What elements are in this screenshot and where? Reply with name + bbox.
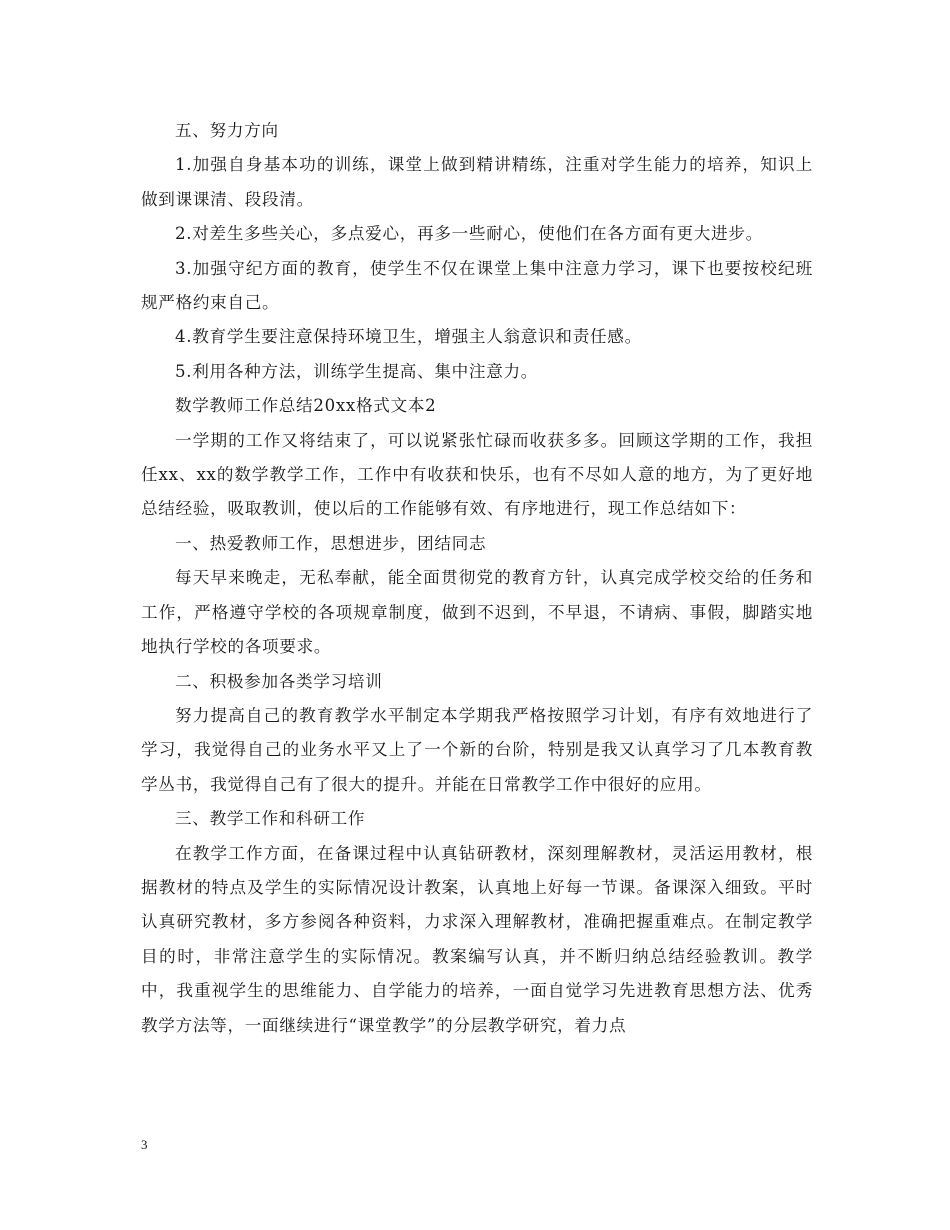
paragraph-section-1: 每天早来晚走，无私奉献，能全面贯彻党的教育方针，认真完成学校交给的任务和工作，严格遵守学校的各项规章制度，做到不迟到，不早退，不请病、事假，脚踏实地地执行学校的各项要求。 (141, 568, 813, 657)
section-heading-3: 三、教学工作和科研工作 (175, 809, 366, 829)
paragraph-section-3: 在教学工作方面，在备课过程中认真钻研教材，深刻理解教材，灵活运用教材，根据教材的特点及学生的实际情况设计教案，认真地上好每一节课。备课深入细致。平时认真研究教材，多方参阅各种资料，力求深入理解教材，准确把握重难点。在制定教学目的时，非常注意学生的实际情况。教案编写认真，并不断归纳总结经验教训。教学中，我重视学生的思维能力、自学能力的培养，一面自觉学习先进教育思想方法、优秀教学方法等，一面继续进行“课堂教学”的分层教学研究，着力点 (141, 843, 813, 1035)
section-heading-effort-direction: 五、努力方向 (175, 121, 279, 140)
paragraph-item-3: 3.加强守纪方面的教育，使学生不仅在课堂上集中注意力学习，课下也要按校纪班规严格约束自己。 (141, 258, 813, 313)
paragraph-intro: 一学期的工作又将结束了，可以说紧张忙碌而收获多多。回顾这学期的工作，我担任xx、xx的数学教学工作，工作中有收获和快乐，也有不尽如人意的地方，为了更好地总结经验，吸取教训，使以后的工作能够有效、有序地进行，现工作总结如下： (141, 430, 813, 519)
document-body (141, 114, 813, 1043)
paragraph-item-5: 5.利用各种方法，训练学生提高、集中注意力。 (175, 361, 539, 381)
paragraph-section-2: 努力提高自己的教育教学水平制定本学期我严格按照学习计划，有序有效地进行了学习，我觉得自己的业务水平又上了一个新的台阶，特别是我又认真学习了几本教育教学丛书，我觉得自己有了很大的提升。并能在日常教学工作中很好的应用。 (141, 705, 813, 794)
paragraph-item-2: 2.对差生多些关心，多点爱心，再多一些耐心，使他们在各方面有更大进步。 (175, 224, 763, 244)
page-number: 3 (141, 1137, 148, 1152)
section-heading-2: 二、积极参加各类学习培训 (175, 671, 383, 691)
document-subtitle: 数学教师工作总结20xx格式文本2 (175, 396, 437, 416)
paragraph-item-1: 1.加强自身基本功的训练，课堂上做到精讲精练，注重对学生能力的培养，知识上做到课课清、段段清。 (141, 155, 813, 209)
paragraph-item-4: 4.教育学生要注意保持环境卫生，增强主人翁意识和责任感。 (175, 327, 642, 347)
section-heading-1: 一、热爱教师工作，思想进步，团结同志 (175, 533, 487, 553)
